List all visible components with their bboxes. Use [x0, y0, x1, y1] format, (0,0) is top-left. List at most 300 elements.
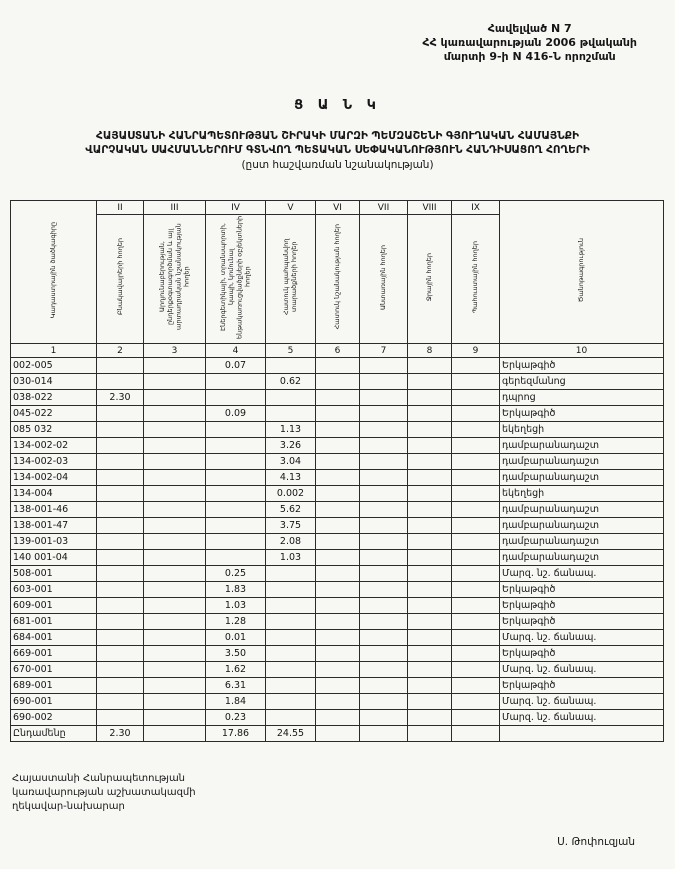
row-value: [408, 406, 452, 422]
row-value: [408, 358, 452, 374]
row-value: [266, 710, 316, 726]
row-value: [360, 710, 408, 726]
row-value: [316, 614, 360, 630]
row-code: 603-001: [11, 582, 97, 598]
row-value: [266, 406, 316, 422]
row-value: [144, 646, 206, 662]
row-value: [452, 582, 500, 598]
row-code: 138-001-47: [11, 518, 97, 534]
row-code: 609-001: [11, 598, 97, 614]
roman-IV: IV: [206, 201, 266, 215]
row-value: [144, 502, 206, 518]
row-value: [360, 726, 408, 742]
row-value: 1.62: [206, 662, 266, 678]
row-value: [452, 390, 500, 406]
row-value: [316, 454, 360, 470]
row-value: [97, 374, 144, 390]
row-note: Մարզ. նշ. ճանապ.: [500, 662, 664, 678]
row-value: [97, 630, 144, 646]
row-value: [408, 438, 452, 454]
table-row: [11, 582, 664, 598]
row-value: [360, 518, 408, 534]
row-value: [316, 598, 360, 614]
row-value: [97, 582, 144, 598]
col-header-residential: Բնակավայրերի հողեր: [97, 215, 144, 344]
row-value: 2.30: [97, 726, 144, 742]
table-row: [11, 598, 664, 614]
row-value: [360, 406, 408, 422]
table-row: [11, 438, 664, 454]
row-value: 1.03: [266, 550, 316, 566]
row-value: [360, 470, 408, 486]
government-decision-line1: ՀՀ կառավարության 2006 թվականի: [422, 35, 637, 49]
row-value: [206, 374, 266, 390]
row-value: [206, 470, 266, 486]
table-row: [11, 614, 664, 630]
row-value: 2.30: [97, 390, 144, 406]
row-value: [408, 678, 452, 694]
row-value: 6.31: [206, 678, 266, 694]
row-note: [500, 726, 664, 742]
row-value: [144, 374, 206, 390]
row-value: [144, 582, 206, 598]
row-value: [97, 454, 144, 470]
row-value: [408, 566, 452, 582]
row-code: Ընդամենը: [11, 726, 97, 742]
table-row: [11, 390, 664, 406]
row-value: [452, 662, 500, 678]
row-code: 690-002: [11, 710, 97, 726]
row-value: [452, 454, 500, 470]
row-value: [452, 470, 500, 486]
col-number: 3: [144, 344, 206, 358]
row-value: [408, 582, 452, 598]
row-note: դպրոց: [500, 390, 664, 406]
row-value: [452, 502, 500, 518]
row-note: Երկաթգիծ: [500, 598, 664, 614]
document-title-block: [0, 98, 675, 171]
row-value: [408, 630, 452, 646]
table-row: [11, 662, 664, 678]
signatory-line-2: կառավարության աշխատակազմի: [12, 787, 196, 798]
signatory-line-1: Հայաստանի Հանրապետության: [12, 773, 186, 784]
row-note: Մարզ. նշ. ճանապ.: [500, 566, 664, 582]
row-code: 134-002-04: [11, 470, 97, 486]
row-value: 4.13: [266, 470, 316, 486]
row-value: [360, 694, 408, 710]
row-value: [144, 438, 206, 454]
row-value: [97, 518, 144, 534]
row-value: [97, 550, 144, 566]
row-value: [266, 678, 316, 694]
row-code: 689-001: [11, 678, 97, 694]
row-value: [408, 502, 452, 518]
row-value: [266, 694, 316, 710]
row-value: [360, 438, 408, 454]
row-value: [316, 534, 360, 550]
row-note: Երկաթգիծ: [500, 582, 664, 598]
row-value: [360, 534, 408, 550]
row-value: [316, 486, 360, 502]
table-row: [11, 422, 664, 438]
col-header-special-purpose: Հատուկ նշանակության հողեր: [316, 215, 360, 344]
row-value: [408, 470, 452, 486]
row-value: [408, 710, 452, 726]
row-value: [316, 422, 360, 438]
row-value: [360, 630, 408, 646]
row-code: 690-001: [11, 694, 97, 710]
row-value: [206, 502, 266, 518]
row-value: 1.13: [266, 422, 316, 438]
col-number: 5: [266, 344, 316, 358]
row-value: [452, 566, 500, 582]
col-header-note: [500, 201, 664, 344]
row-value: [408, 518, 452, 534]
row-value: [452, 614, 500, 630]
col-header-note-label: Ծանոթագրություն: [577, 238, 586, 303]
row-code: 669-001: [11, 646, 97, 662]
row-value: [206, 422, 266, 438]
row-value: [316, 390, 360, 406]
row-value: [144, 390, 206, 406]
row-value: [206, 550, 266, 566]
row-value: [316, 406, 360, 422]
row-note: դամբարանադաշտ: [500, 550, 664, 566]
row-value: [316, 502, 360, 518]
col-header-cadastral-code: [11, 201, 97, 344]
row-value: [452, 694, 500, 710]
title-line-2: ՎԱՐՉԱԿԱՆ ՍԱՀՄԱՆՆԵՐՈՒՄ ԳՏՆՎՈՂ ՊԵՏԱԿԱՆ ՍԵՓԱԿԱՆՈՒԹՅՈՒՆ ՀԱՆԴԻՍԱՑՈՂ ՀՈՂԵՐԻ: [85, 144, 590, 157]
row-value: [360, 454, 408, 470]
row-note: գերեզմանոց: [500, 374, 664, 390]
col-number: 7: [360, 344, 408, 358]
row-value: [97, 358, 144, 374]
roman-VII: VII: [360, 201, 408, 215]
row-value: 3.04: [266, 454, 316, 470]
roman-V: V: [266, 201, 316, 215]
row-value: [144, 694, 206, 710]
row-value: [408, 614, 452, 630]
row-code: 140 001-04: [11, 550, 97, 566]
row-value: [408, 598, 452, 614]
row-value: [452, 710, 500, 726]
row-note: Երկաթգիծ: [500, 678, 664, 694]
row-value: [316, 518, 360, 534]
row-value: [360, 550, 408, 566]
row-note: դամբարանադաշտ: [500, 438, 664, 454]
row-value: [97, 710, 144, 726]
signatory-name: Ս. Թոփուզյան: [557, 836, 635, 848]
col-number: 1: [11, 344, 97, 358]
row-value: [316, 646, 360, 662]
row-value: 1.03: [206, 598, 266, 614]
row-value: [144, 726, 206, 742]
land-parcels-table: [10, 200, 664, 742]
col-number: 9: [452, 344, 500, 358]
row-value: [452, 550, 500, 566]
row-value: [206, 454, 266, 470]
row-value: [316, 710, 360, 726]
row-value: [266, 582, 316, 598]
row-value: [316, 694, 360, 710]
row-value: 3.26: [266, 438, 316, 454]
row-value: 3.50: [206, 646, 266, 662]
row-value: [144, 550, 206, 566]
row-value: [316, 550, 360, 566]
row-value: [452, 726, 500, 742]
row-code: 139-001-03: [11, 534, 97, 550]
table-row: [11, 566, 664, 582]
row-note: եկեղեցի: [500, 422, 664, 438]
table-row: [11, 550, 664, 566]
row-value: [97, 534, 144, 550]
row-value: [452, 534, 500, 550]
row-value: [408, 646, 452, 662]
table-row: [11, 358, 664, 374]
row-value: [266, 358, 316, 374]
table-row: [11, 518, 664, 534]
row-value: [97, 486, 144, 502]
row-value: [144, 422, 206, 438]
col-number: 2: [97, 344, 144, 358]
row-value: [97, 406, 144, 422]
row-value: [97, 598, 144, 614]
row-value: [97, 422, 144, 438]
table-body: [11, 358, 664, 742]
row-value: [408, 726, 452, 742]
row-value: [97, 566, 144, 582]
col-number: 4: [206, 344, 266, 358]
row-value: [452, 630, 500, 646]
row-value: 24.55: [266, 726, 316, 742]
row-note: դամբարանադաշտ: [500, 470, 664, 486]
row-value: [97, 438, 144, 454]
row-value: [266, 630, 316, 646]
row-code: 030-014: [11, 374, 97, 390]
row-code: 508-001: [11, 566, 97, 582]
row-value: [97, 662, 144, 678]
row-value: [360, 646, 408, 662]
row-value: [452, 374, 500, 390]
row-value: 2.08: [266, 534, 316, 550]
row-note: դամբարանադաշտ: [500, 518, 664, 534]
row-value: [144, 614, 206, 630]
row-value: [144, 534, 206, 550]
row-value: [360, 358, 408, 374]
row-note: դամբարանադաշտ: [500, 502, 664, 518]
row-value: [360, 662, 408, 678]
col-header-industrial: Արդյունաբերության, ընդերքօգտագործման և այլ արտադրական նշանակության հողեր: [144, 215, 206, 344]
row-code: 681-001: [11, 614, 97, 630]
row-code: 134-004: [11, 486, 97, 502]
row-value: [266, 566, 316, 582]
table-row: [11, 534, 664, 550]
row-value: [408, 422, 452, 438]
row-note: դամբարանադաշտ: [500, 534, 664, 550]
row-value: [452, 598, 500, 614]
row-value: [360, 486, 408, 502]
row-value: [266, 598, 316, 614]
row-value: 1.84: [206, 694, 266, 710]
row-value: [206, 518, 266, 534]
row-value: 17.86: [206, 726, 266, 742]
row-value: [97, 502, 144, 518]
row-note: Երկաթգիծ: [500, 614, 664, 630]
row-value: [144, 358, 206, 374]
row-value: [144, 678, 206, 694]
row-value: [408, 534, 452, 550]
col-header-cadastral-code-label: Կադաստրային ծածկագիրը: [49, 222, 58, 319]
row-value: 0.002: [266, 486, 316, 502]
table-row: [11, 470, 664, 486]
signatory-title-block: [12, 772, 196, 814]
row-value: [206, 438, 266, 454]
row-code: 134-002-03: [11, 454, 97, 470]
row-value: 0.07: [206, 358, 266, 374]
row-value: [316, 582, 360, 598]
row-value: 1.83: [206, 582, 266, 598]
appendix-number: Հավելված N 7: [487, 22, 572, 35]
row-code: 002-005: [11, 358, 97, 374]
row-value: [316, 726, 360, 742]
row-value: [316, 566, 360, 582]
table-head: [11, 201, 664, 358]
col-header-forest: Անտառային հողեր: [360, 215, 408, 344]
col-header-protected-areas: Հատուկ պահպանվող տարածքների հողեր: [266, 215, 316, 344]
table-row: [11, 454, 664, 470]
row-value: 5.62: [266, 502, 316, 518]
row-note: Մարզ. նշ. ճանապ.: [500, 710, 664, 726]
row-value: [316, 678, 360, 694]
row-code: 045-022: [11, 406, 97, 422]
row-code: 138-001-46: [11, 502, 97, 518]
row-value: [360, 422, 408, 438]
row-value: [452, 438, 500, 454]
row-value: [144, 710, 206, 726]
table-row: [11, 630, 664, 646]
row-value: [316, 630, 360, 646]
row-value: [144, 566, 206, 582]
roman-IX: IX: [452, 201, 500, 215]
row-value: [206, 390, 266, 406]
row-value: [144, 470, 206, 486]
row-code: 085 032: [11, 422, 97, 438]
row-value: [360, 598, 408, 614]
row-value: [144, 406, 206, 422]
row-value: [97, 694, 144, 710]
row-value: [316, 358, 360, 374]
table-row: [11, 678, 664, 694]
row-value: [408, 454, 452, 470]
title-subtitle: (ըստ հաշվառման նշանակության): [241, 159, 434, 172]
row-value: [452, 678, 500, 694]
table-row: [11, 646, 664, 662]
row-value: [316, 470, 360, 486]
row-value: 0.01: [206, 630, 266, 646]
row-value: [452, 358, 500, 374]
row-code: 670-001: [11, 662, 97, 678]
col-number: 8: [408, 344, 452, 358]
row-value: [408, 390, 452, 406]
table-row: [11, 374, 664, 390]
row-value: [452, 486, 500, 502]
row-value: [266, 646, 316, 662]
row-value: [360, 678, 408, 694]
row-value: [408, 694, 452, 710]
table-row: [11, 406, 664, 422]
row-value: [360, 374, 408, 390]
row-value: [360, 614, 408, 630]
row-value: [408, 550, 452, 566]
row-value: [452, 422, 500, 438]
col-header-energy-transport: Էներգետիկայի, տրանսպորտի, կապի, կոմունալ ենթակառուցվածքների օբյեկտների հողեր: [206, 215, 266, 344]
row-code: 134-002-02: [11, 438, 97, 454]
appendix-reference: [422, 22, 637, 63]
row-value: 0.25: [206, 566, 266, 582]
row-value: [360, 390, 408, 406]
row-note: Մարզ. նշ. ճանապ.: [500, 630, 664, 646]
row-code: 038-022: [11, 390, 97, 406]
total-row: [11, 726, 664, 742]
row-value: [452, 646, 500, 662]
row-value: 3.75: [266, 518, 316, 534]
row-value: [452, 406, 500, 422]
roman-VI: VI: [316, 201, 360, 215]
col-header-reserve: Պահուստային հողեր: [452, 215, 500, 344]
roman-III: III: [144, 201, 206, 215]
signatory-line-3: ղեկավար-նախարար: [12, 801, 125, 812]
row-value: [144, 662, 206, 678]
col-number: 6: [316, 344, 360, 358]
row-value: 0.23: [206, 710, 266, 726]
row-value: [316, 374, 360, 390]
row-value: [206, 486, 266, 502]
row-value: [360, 502, 408, 518]
row-value: 1.28: [206, 614, 266, 630]
row-value: [360, 582, 408, 598]
row-note: Մարզ. նշ. ճանապ.: [500, 694, 664, 710]
row-value: [266, 662, 316, 678]
row-value: [97, 614, 144, 630]
table-row: [11, 710, 664, 726]
row-value: [360, 566, 408, 582]
row-note: Երկաթգիծ: [500, 406, 664, 422]
row-value: [316, 438, 360, 454]
row-value: [266, 390, 316, 406]
table-row: [11, 694, 664, 710]
document-title: Ց Ա Ն Կ: [294, 98, 381, 113]
row-value: [144, 486, 206, 502]
row-value: [144, 630, 206, 646]
row-value: [266, 614, 316, 630]
roman-numeral-row: [11, 201, 664, 215]
row-value: [144, 598, 206, 614]
column-number-row: [11, 344, 664, 358]
roman-VIII: VIII: [408, 201, 452, 215]
row-value: [408, 662, 452, 678]
row-code: 684-001: [11, 630, 97, 646]
row-value: [206, 534, 266, 550]
row-value: [97, 646, 144, 662]
row-value: [408, 486, 452, 502]
row-value: 0.62: [266, 374, 316, 390]
table-row: [11, 502, 664, 518]
row-value: 0.09: [206, 406, 266, 422]
row-value: [316, 662, 360, 678]
col-header-water: Ջրային հողեր: [408, 215, 452, 344]
col-number: 10: [500, 344, 664, 358]
row-note: եկեղեցի: [500, 486, 664, 502]
